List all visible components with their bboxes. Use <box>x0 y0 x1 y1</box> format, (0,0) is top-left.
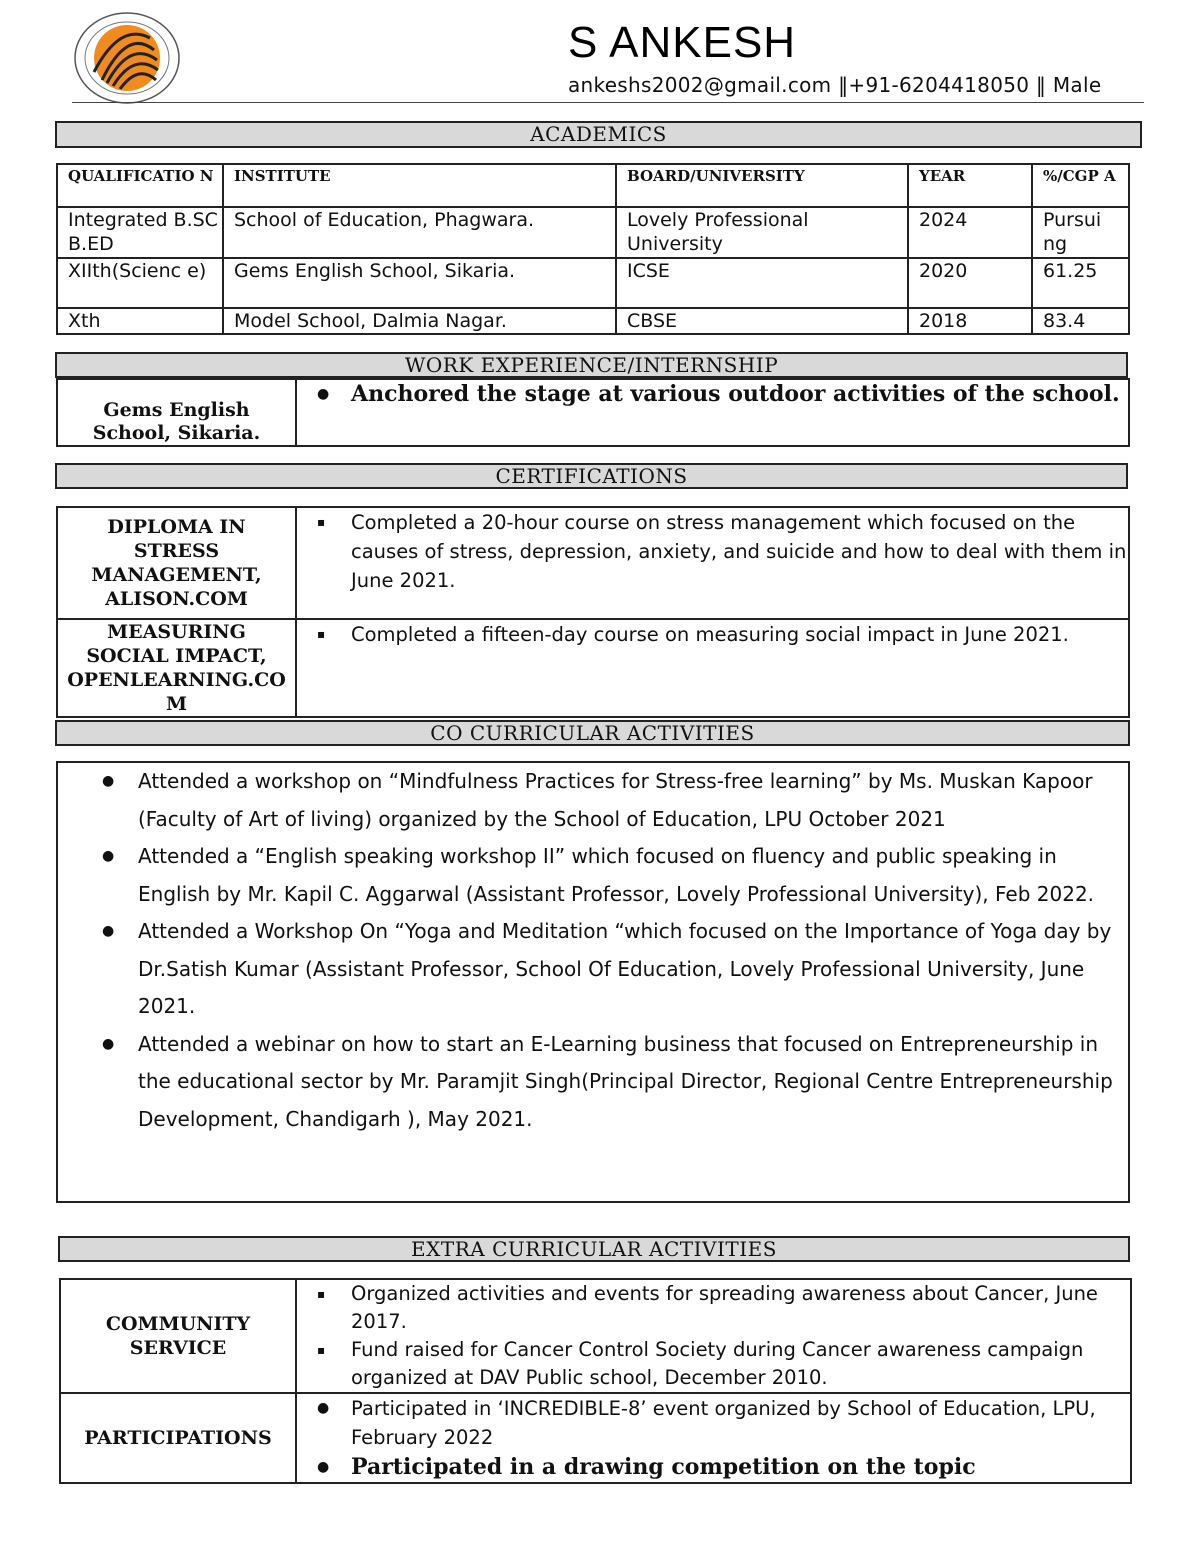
participations-label: PARTICIPATIONS <box>60 1393 296 1483</box>
university-logo <box>72 10 182 106</box>
contact-line: ankeshs2002@gmail.com ‖+91-6204418050 ‖ Male <box>568 73 1102 97</box>
column-header: QUALIFICATIO N <box>57 164 223 207</box>
table-row <box>57 207 1129 258</box>
column-header: %/CGP A <box>1032 164 1129 207</box>
table-cell: Lovely Professional University <box>616 207 908 258</box>
certification-label: MEASURING SOCIAL IMPACT, OPENLEARNING.CO M <box>57 619 296 717</box>
header-divider <box>72 102 1144 103</box>
work-experience-table <box>56 378 1130 447</box>
list-item: ● Attended a workshop on “Mindfulness Practices for Stress-free learning” by Ms. Muskan Kapoor (Faculty of Art of living) organized by the School of Education, LPU October 2021 <box>138 763 1128 838</box>
cocurricular-list <box>56 761 1130 1203</box>
certifications-table <box>56 506 1130 718</box>
list-item: ▪ Organized activities and events for spreading awareness about Cancer, June 2017. <box>351 1280 1130 1336</box>
table-header-row <box>57 164 1129 207</box>
table-row <box>57 507 1129 619</box>
list-item: ● Attended a Workshop On “Yoga and Meditation “which focused on the Importance of Yoga day by Dr.Satish Kumar (Assistant Professor, School Of Education, Lovely Professional University, June 2021. <box>138 913 1128 1026</box>
list-item: ● Attended a webinar on how to start an E-Learning business that focused on Entrepreneurship in the educational sector by Mr. Paramjit Singh(Principal Director, Regional Centre Entrepreneurship Development, Chandigarh ), May 2021. <box>138 1026 1128 1139</box>
table-row <box>57 308 1129 334</box>
list-item: ▪ Fund raised for Cancer Control Society during Cancer awareness campaign organized at DAV Public school, December 2010. <box>351 1336 1130 1392</box>
list-item: ▪ Completed a fifteen-day course on measuring social impact in June 2021. <box>351 620 1128 649</box>
table-cell: Model School, Dalmia Nagar. <box>223 308 616 334</box>
table-cell: Gems English School, Sikaria. <box>223 258 616 308</box>
table-cell: XIIth(Scienc e) <box>57 258 223 308</box>
table-cell: Pursui ng <box>1032 207 1129 258</box>
table-cell: 83.4 <box>1032 308 1129 334</box>
table-cell: 2020 <box>908 258 1032 308</box>
extracurricular-table <box>59 1278 1132 1484</box>
candidate-name: S ANKESH <box>568 18 797 67</box>
column-header: BOARD/UNIVERSITY <box>616 164 908 207</box>
table-cell: Integrated B.SC B.ED <box>57 207 223 258</box>
table-cell: ICSE <box>616 258 908 308</box>
work-experience-heading: WORK EXPERIENCE/INTERNSHIP <box>55 352 1128 378</box>
certifications-heading: CERTIFICATIONS <box>55 463 1128 489</box>
table-cell: 61.25 <box>1032 258 1129 308</box>
table-row <box>57 258 1129 308</box>
table-cell: School of Education, Phagwara. <box>223 207 616 258</box>
cocurricular-heading: CO CURRICULAR ACTIVITIES <box>55 720 1130 746</box>
column-header: YEAR <box>908 164 1032 207</box>
table-row <box>60 1393 1131 1483</box>
table-cell: 2024 <box>908 207 1032 258</box>
list-item: ● Anchored the stage at various outdoor activities of the school. <box>351 382 1128 406</box>
list-item: ● Attended a “English speaking workshop II” which focused on fluency and public speaking in English by Mr. Kapil C. Aggarwal (Assistant Professor, Lovely Professional University), Feb 2022. <box>138 838 1128 913</box>
table-cell: CBSE <box>616 308 908 334</box>
table-row <box>60 1279 1131 1393</box>
list-item: ● Participated in a drawing competition on the topic <box>351 1452 1130 1482</box>
table-row <box>57 619 1129 717</box>
work-organization: Gems English School, Sikaria. <box>57 379 296 446</box>
extracurricular-heading: EXTRA CURRICULAR ACTIVITIES <box>58 1236 1130 1262</box>
academics-table <box>56 163 1130 335</box>
list-item: ● Participated in ‘INCREDIBLE-8’ event organized by School of Education, LPU, February 2022 <box>351 1394 1130 1452</box>
column-header: INSTITUTE <box>223 164 616 207</box>
academics-heading: ACADEMICS <box>55 121 1142 148</box>
community-service-label: COMMUNITY SERVICE <box>60 1279 296 1393</box>
list-item: ▪ Completed a 20-hour course on stress management which focused on the causes of stress, depression, anxiety, and suicide and how to deal with them in June 2021. <box>351 508 1128 595</box>
table-cell: Xth <box>57 308 223 334</box>
table-cell: 2018 <box>908 308 1032 334</box>
certification-label: DIPLOMA IN STRESS MANAGEMENT, ALISON.COM <box>57 507 296 619</box>
